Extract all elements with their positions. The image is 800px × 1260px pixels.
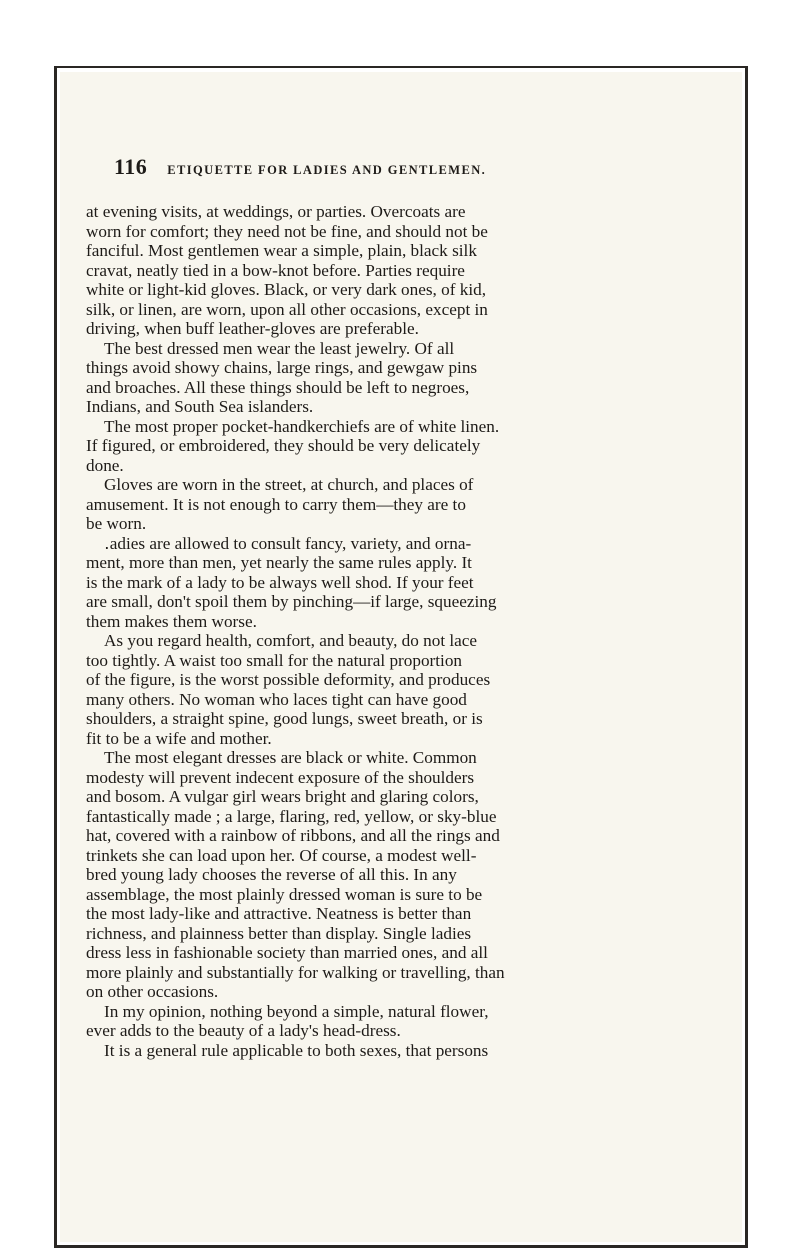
text-line: fit to be a wife and mother. (86, 728, 272, 748)
text-line: bred young lady chooses the reverse of all this. In any (86, 865, 457, 884)
text-line: and bosom. A vulgar girl wears bright and glaring colors, (86, 787, 479, 806)
running-head: ETIQUETTE FOR LADIES AND GENTLEMEN. (167, 163, 487, 177)
text-line: too tightly. A waist too small for the natural proportion (86, 650, 463, 670)
text-line: is the mark of a lady to be always well shod. If your feet (86, 572, 474, 592)
text-line: In my opinion, nothing beyond a simple, natural flower, (104, 1001, 489, 1021)
text-line: and broaches. All these things should be left to negroes, (86, 377, 470, 397)
text-line: silk, or linen, are worn, upon all other occasions, except in (86, 299, 488, 319)
text-line: hat, covered with a rainbow of ribbons, and all the rings and (86, 826, 500, 845)
text-line: many others. No woman who laces tight can have good (86, 689, 467, 709)
page-number: 116 (114, 154, 148, 179)
text-line: amusement. It is not enough to carry them—they are to (86, 494, 466, 514)
text-line: Gloves are worn in the street, at church, and places of (104, 475, 474, 494)
text-line: The most elegant dresses are black or white. Common (104, 748, 477, 767)
body-text (86, 202, 726, 1060)
text-line: be worn. (86, 514, 147, 533)
text-line: more plainly and substantially for walking or travelling, than (86, 962, 505, 982)
text-line: at evening visits, at weddings, or parties. Overcoats are (86, 202, 466, 221)
book-page (60, 72, 742, 1242)
text-line: assemblage, the most plainly dressed woman is sure to be (86, 884, 483, 904)
text-line: done. (86, 455, 124, 475)
text-line: of the figure, is the worst possible deformity, and produces (86, 670, 491, 689)
page-header (114, 154, 714, 184)
text-line: them makes them worse. (86, 611, 257, 631)
text-line: modesty will prevent indecent exposure of the shoulders (86, 767, 475, 787)
text-line: fantastically made ; a large, flaring, red, yellow, or sky-blue (86, 806, 497, 826)
text-line: The most proper pocket-handkerchiefs are of white linen. (104, 416, 500, 436)
text-line: fanciful. Most gentlemen wear a simple, plain, black silk (86, 241, 477, 260)
text-line: ment, more than men, yet nearly the same rules apply. It (86, 553, 472, 572)
text-line: Indians, and South Sea islanders. (86, 397, 314, 416)
text-line: on other occasions. (86, 982, 219, 1001)
text-line: The best dressed men wear the least jewelry. Of all (104, 338, 455, 358)
text-line: If figured, or embroidered, they should be very delicately (86, 436, 481, 455)
text-line: white or light-kid gloves. Black, or very dark ones, of kid, (86, 280, 487, 299)
text-line: worn for comfort; they need not be fine, and should not be (86, 221, 488, 241)
text-line: ․adies are allowed to consult fancy, variety, and orna- (104, 533, 472, 553)
text-line: trinkets she can load upon her. Of course, a modest well- (86, 845, 477, 865)
text-line: ever adds to the beauty of a lady's head-dress. (86, 1021, 401, 1040)
text-line: are small, don't spoil them by pinching—if large, squeezing (86, 592, 497, 611)
text-line: richness, and plainness better than display. Single ladies (86, 923, 472, 943)
text-line: things avoid showy chains, large rings, and gewgaw pins (86, 358, 478, 377)
text-line: shoulders, a straight spine, good lungs, sweet breath, or is (86, 709, 483, 728)
text-line: dress less in fashionable society than married ones, and all (86, 943, 488, 962)
text-line: the most lady-like and attractive. Neatness is better than (86, 904, 472, 923)
text-line: It is a general rule applicable to both sexes, that persons (104, 1040, 489, 1060)
text-line: cravat, neatly tied in a bow-knot before. Parties require (86, 260, 465, 280)
text-line: driving, when buff leather-gloves are preferable. (86, 319, 419, 338)
text-line: As you regard health, comfort, and beauty, do not lace (104, 631, 478, 650)
